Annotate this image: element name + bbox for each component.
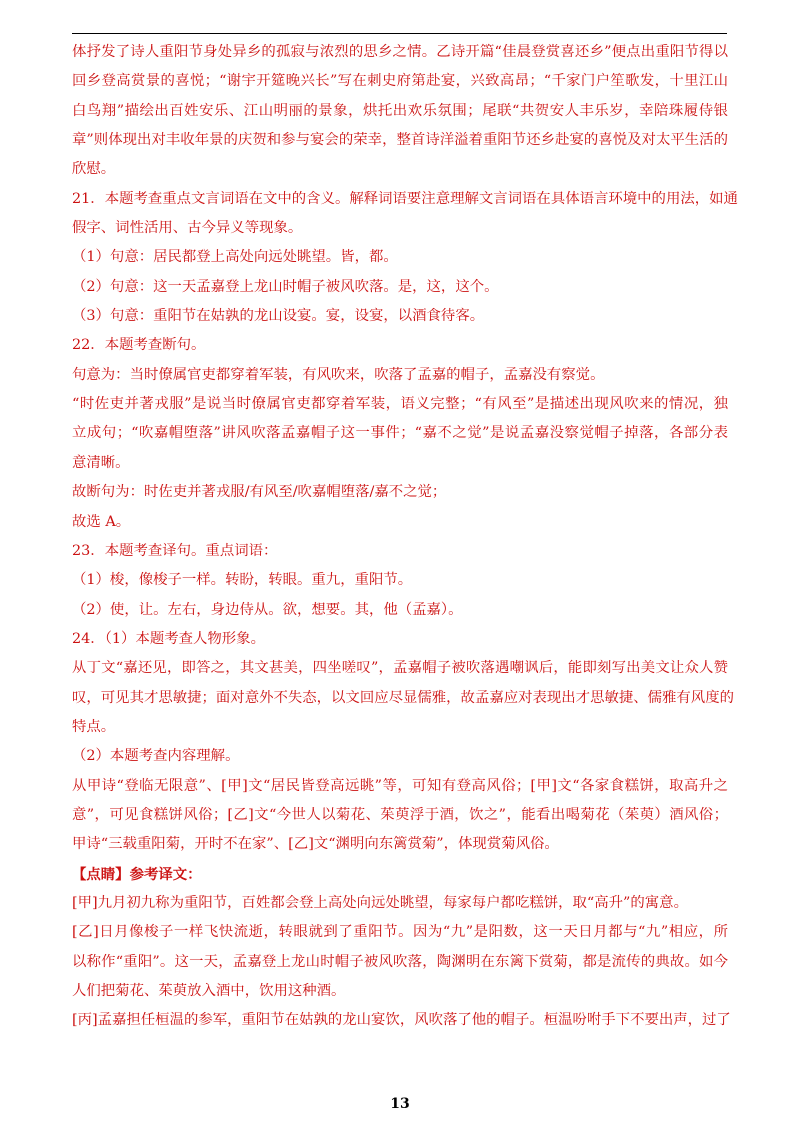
answer-text-body	[72, 38, 738, 1036]
text-line: 人们把菊花、茱萸放入酒中，饮用这种酒。	[72, 983, 346, 999]
text-line: （2）句意：这一天孟嘉登上龙山时帽子被风吹落。是，这，这个。	[72, 278, 499, 295]
text-line: （1）句意：居民都登上高处向远处眺望。皆，都。	[72, 249, 398, 266]
text-line: 从甲诗“登临无限意”、[甲]文“居民皆登高远眺”等，可知有登高风俗；[甲]文“各家食糕饼，取高升之	[72, 777, 728, 794]
text-line: 23．本题考查译句。重点词语：	[72, 542, 278, 559]
text-line: 从丁文“嘉还见，即答之，其文甚美，四坐嗟叹”，孟嘉帽子被吹落遇嘲讽后，能即刻写出美文让众人赞	[72, 660, 728, 677]
text-line: 24．（1）本题考查人物形象。	[72, 630, 265, 647]
text-line: 甲诗“三载重阳菊，开时不在家”、[乙]文“渊明向东篱赏菊”，体现赏菊风俗。	[72, 836, 559, 853]
text-line: 回乡登高赏景的喜悦；“谢宇开筵晚兴长”写在刺史府第赴宴，兴致高昂；“千家门户笙歌发，十里江山	[72, 73, 728, 90]
text-line: 章”则体现出对丰收年景的庆贺和参与宴会的荣幸，整首诗洋溢着重阳节还乡赴宴的喜悦及对太平生活的	[72, 132, 728, 149]
section-heading: 【点睛】参考译文：	[72, 865, 202, 883]
text-line: （1）梭，像梭子一样。转盼，转眼。重九，重阳节。	[72, 572, 413, 589]
text-line: 句意为：当时僚属官吏都穿着军装，有风吹来，吹落了孟嘉的帽子，孟嘉没有察觉。	[72, 366, 605, 383]
text-line: 意清晰。	[72, 454, 130, 471]
text-line: 故断句为：时佐吏并著戎服/有风至/吹嘉帽堕落/嘉不之觉；	[72, 484, 447, 501]
text-line: （2）使，让。左右，身边侍从。欲，想要。其，他（孟嘉）。	[72, 601, 463, 618]
text-line: 体抒发了诗人重阳节身处异乡的孤寂与浓烈的思乡之情。乙诗开篇“佳晨登赏喜还乡”便点出重阳节得以	[72, 44, 728, 60]
text-line: 立成句；“吹嘉帽堕落”讲风吹落孟嘉帽子这一事件；“嘉不之觉”是说孟嘉没察觉帽子掉落，各部分表	[72, 425, 728, 442]
header-rule	[72, 33, 727, 34]
text-line: [丙]孟嘉担任桓温的参军，重阳节在姑孰的龙山宴饮，风吹落了他的帽子。桓温吩咐手下不要出声，过了	[72, 1012, 731, 1029]
text-line: 21．本题考查重点文言词语在文中的含义。解释词语要注意理解文言词语在具体语言环境中的用法，如通	[72, 190, 738, 207]
text-line: 叹，可见其才思敏捷；面对意外不失态，以文回应尽显儒雅，故孟嘉应对表现出才思敏捷、儒雅有风度的	[72, 689, 734, 706]
text-line: 欣慰。	[72, 161, 116, 178]
text-line: 白鸟翔”描绘出百姓安乐、江山明丽的景象，烘托出欢乐氛围；尾联“共贺安人丰乐岁，幸陪珠履侍银	[72, 102, 728, 119]
text-line: [乙]日月像梭子一样飞快流逝，转眼就到了重阳节。因为“九”是阳数，这一天日月都与“九”相应，所	[72, 924, 728, 941]
text-line: 故选 A。	[72, 513, 131, 530]
text-line: 以称作“重阳”。这一天，孟嘉登上龙山时帽子被风吹落，陶渊明在东篱下赏菊，都是流传的典故。如今	[72, 953, 728, 970]
text-line: 假字、词性活用、古今异义等现象。	[72, 220, 303, 237]
text-line: 22．本题考查断句。	[72, 337, 206, 354]
text-line: 特点。	[72, 718, 116, 735]
text-line: （2）本题考查内容理解。	[72, 748, 240, 765]
page-number: 13	[390, 1096, 410, 1112]
text-line: “时佐吏并著戎服”是说当时僚属官吏都穿着军装，语义完整；“有风至”是描述出现风吹来的情况，独	[72, 396, 728, 413]
text-line: [甲]九月初九称为重阳节，百姓都会登上高处向远处眺望，每家每户都吃糕饼，取“高升”的寓意。	[72, 894, 688, 911]
text-line: （3）句意：重阳节在姑孰的龙山设宴。宴，设宴，以酒食待客。	[72, 308, 485, 325]
text-line: 意”，可见食糕饼风俗；[乙]文“今世人以菊花、茱萸浮于酒，饮之”，能看出喝菊花（茱萸）酒风俗；	[72, 806, 728, 823]
